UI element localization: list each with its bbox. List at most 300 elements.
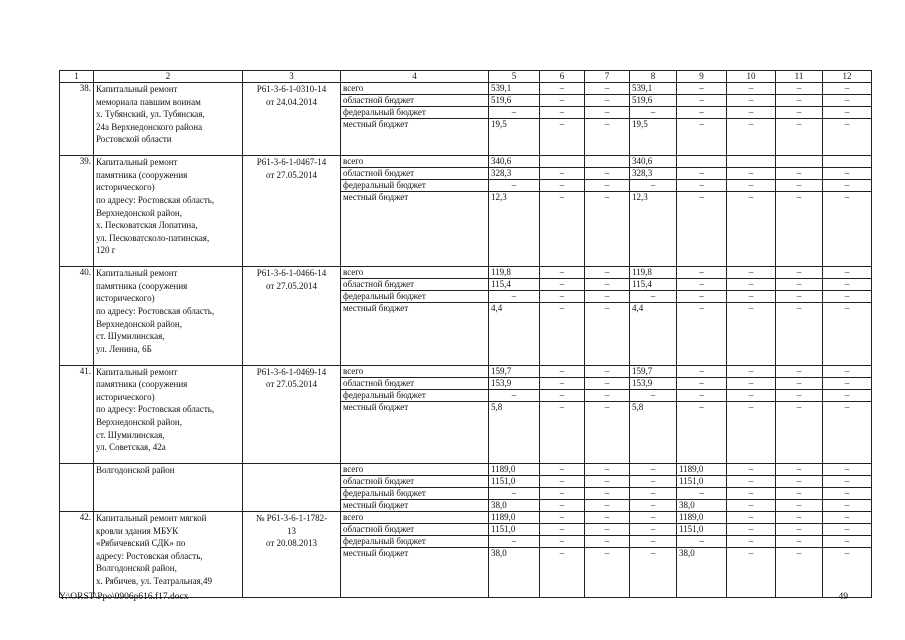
object-name: [94, 511, 243, 597]
value-cell: –: [540, 401, 585, 463]
value-cell: –: [677, 83, 727, 95]
object-name-line: «Рябичевский СДК» по: [96, 538, 186, 549]
value-cell: –: [727, 389, 776, 401]
document-line: от 20.08.2013: [265, 538, 318, 549]
value-cell: –: [540, 535, 585, 547]
budget-source: всего: [341, 463, 489, 475]
value-cell: –: [585, 95, 630, 107]
value-cell: –: [630, 475, 677, 487]
value-cell: 38,0: [677, 499, 727, 511]
value-cell: –: [630, 511, 677, 523]
value-cell: –: [823, 523, 872, 535]
value-cell: –: [677, 279, 727, 291]
budget-source: областной бюджет: [341, 95, 489, 107]
value-cell: –: [823, 547, 872, 597]
value-cell: 12,3: [489, 192, 540, 267]
budget-source: федеральный бюджет: [341, 487, 489, 499]
object-name-line: Верхнедонской район,: [96, 207, 182, 218]
value-cell: 38,0: [489, 547, 540, 597]
value-cell: [823, 156, 872, 168]
value-cell: –: [776, 547, 823, 597]
object-name: [94, 365, 243, 463]
document-line: от 27.05.2014: [265, 169, 318, 180]
value-cell: –: [823, 192, 872, 267]
value-cell: –: [776, 95, 823, 107]
document-line: от 27.05.2014: [265, 280, 318, 291]
object-name-line: ул. Советская, 42а: [96, 442, 166, 453]
value-cell: –: [776, 511, 823, 523]
value-cell: –: [776, 180, 823, 192]
value-cell: 12,3: [630, 192, 677, 267]
value-cell: 539,1: [489, 83, 540, 95]
value-cell: –: [489, 535, 540, 547]
value-cell: [727, 156, 776, 168]
value-cell: –: [727, 303, 776, 365]
object-name-line: Волгодонской район,: [96, 563, 177, 574]
entry-number: [60, 463, 94, 511]
value-cell: [776, 156, 823, 168]
value-cell: –: [540, 291, 585, 303]
value-cell: –: [630, 535, 677, 547]
entry-number: 42.: [60, 511, 94, 597]
value-cell: –: [585, 487, 630, 499]
value-cell: –: [585, 279, 630, 291]
value-cell: 115,4: [489, 279, 540, 291]
value-cell: –: [727, 95, 776, 107]
object-name-line: 120 г: [96, 245, 116, 256]
table-row: [60, 511, 872, 523]
value-cell: –: [776, 377, 823, 389]
object-name: [94, 463, 243, 511]
document-line: № Р61-3-6-1-1782-: [255, 512, 328, 523]
object-name-line: исторического): [96, 391, 155, 402]
value-cell: 119,8: [630, 267, 677, 279]
budget-source: всего: [341, 83, 489, 95]
value-cell: –: [776, 475, 823, 487]
value-cell: –: [727, 107, 776, 119]
budget-source: федеральный бюджет: [341, 535, 489, 547]
header-row: [60, 71, 872, 83]
value-cell: –: [776, 523, 823, 535]
value-cell: –: [823, 180, 872, 192]
document-line: Р61-3-6-1-0310-14: [256, 84, 327, 94]
value-cell: 328,3: [630, 168, 677, 180]
object-name-line: Верхнедонской район,: [96, 416, 182, 427]
value-cell: –: [823, 535, 872, 547]
value-cell: –: [727, 499, 776, 511]
value-cell: 4,4: [489, 303, 540, 365]
value-cell: –: [677, 389, 727, 401]
budget-source: федеральный бюджет: [341, 389, 489, 401]
budget-source: всего: [341, 365, 489, 377]
value-cell: –: [823, 168, 872, 180]
value-cell: –: [540, 547, 585, 597]
value-cell: –: [489, 107, 540, 119]
budget-source: всего: [341, 267, 489, 279]
value-cell: –: [630, 523, 677, 535]
value-cell: –: [823, 377, 872, 389]
value-cell: –: [727, 192, 776, 267]
value-cell: –: [677, 180, 727, 192]
value-cell: –: [823, 365, 872, 377]
table-row: [60, 156, 872, 168]
budget-source: областной бюджет: [341, 523, 489, 535]
value-cell: 1189,0: [677, 463, 727, 475]
value-cell: [585, 156, 630, 168]
value-cell: –: [540, 511, 585, 523]
value-cell: –: [823, 291, 872, 303]
object-name-line: 24а Верхнедонского района: [96, 121, 203, 132]
table-row: [60, 83, 872, 95]
value-cell: –: [677, 401, 727, 463]
value-cell: –: [540, 303, 585, 365]
value-cell: –: [727, 267, 776, 279]
value-cell: –: [585, 267, 630, 279]
value-cell: –: [776, 83, 823, 95]
value-cell: –: [677, 267, 727, 279]
value-cell: 159,7: [630, 365, 677, 377]
value-cell: –: [489, 291, 540, 303]
object-name-line: по адресу: Ростовская область,: [96, 194, 215, 205]
object-name-line: Волгодонской район: [96, 464, 175, 475]
value-cell: –: [630, 180, 677, 192]
value-cell: 5,8: [630, 401, 677, 463]
value-cell: –: [540, 389, 585, 401]
value-cell: 19,5: [489, 119, 540, 156]
object-name-line: адресу: Ростовская область,: [96, 550, 203, 561]
object-name-line: по адресу: Ростовская область,: [96, 305, 215, 316]
document-number: [243, 365, 341, 463]
value-cell: –: [823, 119, 872, 156]
value-cell: 19,5: [630, 119, 677, 156]
value-cell: –: [677, 535, 727, 547]
value-cell: –: [823, 95, 872, 107]
value-cell: –: [489, 389, 540, 401]
value-cell: 1151,0: [489, 475, 540, 487]
value-cell: –: [585, 119, 630, 156]
value-cell: –: [585, 180, 630, 192]
value-cell: –: [585, 83, 630, 95]
header-cell: 2: [94, 71, 243, 83]
value-cell: –: [776, 365, 823, 377]
value-cell: –: [727, 377, 776, 389]
budget-source: местный бюджет: [341, 119, 489, 156]
value-cell: –: [823, 475, 872, 487]
value-cell: –: [823, 303, 872, 365]
value-cell: –: [540, 377, 585, 389]
budget-source: местный бюджет: [341, 499, 489, 511]
object-name-line: ул. Песковатсколо-патинская,: [96, 232, 210, 243]
object-name-line: исторического): [96, 182, 155, 193]
value-cell: –: [585, 389, 630, 401]
header-cell: 9: [677, 71, 727, 83]
value-cell: –: [727, 547, 776, 597]
object-name-line: Капитальный ремонт мягкой: [96, 512, 207, 523]
table-row: [60, 267, 872, 279]
value-cell: 1151,0: [677, 523, 727, 535]
value-cell: –: [823, 107, 872, 119]
budget-source: всего: [341, 156, 489, 168]
value-cell: –: [677, 487, 727, 499]
value-cell: –: [727, 365, 776, 377]
header-cell: 1: [60, 71, 94, 83]
value-cell: –: [585, 107, 630, 119]
value-cell: –: [677, 119, 727, 156]
value-cell: –: [776, 487, 823, 499]
document-line: Р61-3-6-1-0466-14: [256, 268, 327, 279]
value-cell: –: [823, 401, 872, 463]
value-cell: –: [585, 192, 630, 267]
value-cell: –: [585, 499, 630, 511]
header-cell: 7: [585, 71, 630, 83]
value-cell: –: [677, 107, 727, 119]
value-cell: –: [776, 107, 823, 119]
value-cell: –: [677, 291, 727, 303]
value-cell: –: [823, 463, 872, 475]
value-cell: –: [585, 303, 630, 365]
budget-source: всего: [341, 511, 489, 523]
value-cell: –: [823, 83, 872, 95]
page-number: 49: [838, 592, 848, 602]
value-cell: –: [585, 547, 630, 597]
value-cell: 1151,0: [489, 523, 540, 535]
value-cell: 38,0: [677, 547, 727, 597]
value-cell: –: [540, 523, 585, 535]
header-cell: 3: [243, 71, 341, 83]
value-cell: –: [540, 499, 585, 511]
budget-source: местный бюджет: [341, 303, 489, 365]
footer-file-path: Y:\ORST\Ppo\0906p616.f17.docx: [59, 592, 189, 602]
object-name-line: Капитальный ремонт: [96, 157, 178, 168]
value-cell: 519,6: [630, 95, 677, 107]
object-name-line: исторического): [96, 293, 155, 304]
value-cell: –: [776, 463, 823, 475]
value-cell: 328,3: [489, 168, 540, 180]
header-cell: 4: [341, 71, 489, 83]
value-cell: –: [776, 279, 823, 291]
value-cell: 539,1: [630, 83, 677, 95]
document-line: от 24.04.2014: [265, 96, 318, 107]
object-name: [94, 156, 243, 267]
value-cell: –: [677, 377, 727, 389]
object-name-line: памятника (сооружения: [96, 379, 188, 390]
object-name: [94, 267, 243, 365]
value-cell: –: [540, 487, 585, 499]
header-cell: 12: [823, 71, 872, 83]
document-number: [243, 267, 341, 365]
budget-source: федеральный бюджет: [341, 291, 489, 303]
value-cell: –: [776, 401, 823, 463]
value-cell: –: [727, 535, 776, 547]
document-number: [243, 463, 341, 511]
value-cell: –: [630, 389, 677, 401]
value-cell: –: [823, 389, 872, 401]
value-cell: –: [677, 95, 727, 107]
value-cell: 159,7: [489, 365, 540, 377]
value-cell: 38,0: [489, 499, 540, 511]
header-cell: 8: [630, 71, 677, 83]
value-cell: –: [540, 168, 585, 180]
value-cell: –: [585, 523, 630, 535]
value-cell: –: [823, 499, 872, 511]
object-name-line: х. Тубянский, ул. Тубянская,: [96, 109, 205, 120]
value-cell: –: [776, 389, 823, 401]
budget-source: федеральный бюджет: [341, 107, 489, 119]
value-cell: –: [727, 475, 776, 487]
budget-source: областной бюджет: [341, 168, 489, 180]
value-cell: –: [727, 119, 776, 156]
value-cell: 4,4: [630, 303, 677, 365]
document-line: от 27.05.2014: [265, 379, 318, 390]
value-cell: 1189,0: [489, 463, 540, 475]
object-name-line: Капитальный ремонт: [96, 366, 178, 377]
value-cell: –: [630, 107, 677, 119]
value-cell: 1151,0: [677, 475, 727, 487]
value-cell: –: [776, 192, 823, 267]
object-name: [94, 83, 243, 156]
value-cell: –: [540, 463, 585, 475]
value-cell: –: [823, 267, 872, 279]
value-cell: –: [727, 279, 776, 291]
value-cell: –: [776, 119, 823, 156]
value-cell: –: [585, 535, 630, 547]
value-cell: –: [727, 83, 776, 95]
value-cell: –: [585, 463, 630, 475]
entry-number: 41.: [60, 365, 94, 463]
value-cell: –: [585, 168, 630, 180]
value-cell: –: [585, 291, 630, 303]
budget-source: местный бюджет: [341, 401, 489, 463]
value-cell: –: [540, 83, 585, 95]
table-body: [60, 83, 872, 598]
value-cell: 1189,0: [489, 511, 540, 523]
value-cell: –: [540, 192, 585, 267]
value-cell: –: [776, 303, 823, 365]
budget-source: областной бюджет: [341, 377, 489, 389]
value-cell: –: [776, 168, 823, 180]
document-line: Р61-3-6-1-0467-14: [256, 157, 327, 168]
value-cell: –: [630, 547, 677, 597]
value-cell: 340,6: [489, 156, 540, 168]
value-cell: –: [677, 365, 727, 377]
object-name-line: памятника (сооружения: [96, 169, 188, 180]
object-name-line: памятника (сооружения: [96, 280, 188, 291]
document-number: [243, 83, 341, 156]
document-number: [243, 511, 341, 597]
value-cell: –: [585, 365, 630, 377]
value-cell: –: [727, 291, 776, 303]
entry-number: 40.: [60, 267, 94, 365]
entry-number: 39.: [60, 156, 94, 267]
value-cell: 5,8: [489, 401, 540, 463]
value-cell: –: [727, 401, 776, 463]
value-cell: –: [540, 475, 585, 487]
object-name-line: мемориала павшим воинам: [96, 96, 201, 107]
value-cell: 115,4: [630, 279, 677, 291]
value-cell: –: [727, 487, 776, 499]
value-cell: –: [585, 475, 630, 487]
value-cell: –: [776, 499, 823, 511]
value-cell: –: [677, 303, 727, 365]
value-cell: –: [727, 180, 776, 192]
entry-number: 38.: [60, 83, 94, 156]
header-cell: 11: [776, 71, 823, 83]
value-cell: [540, 156, 585, 168]
value-cell: –: [585, 401, 630, 463]
value-cell: –: [489, 487, 540, 499]
value-cell: –: [677, 192, 727, 267]
budget-source: местный бюджет: [341, 192, 489, 267]
value-cell: –: [630, 499, 677, 511]
value-cell: –: [540, 119, 585, 156]
value-cell: –: [540, 279, 585, 291]
value-cell: –: [540, 95, 585, 107]
object-name-line: х. Песковатская Лопатина,: [96, 220, 198, 231]
header-cell: 10: [727, 71, 776, 83]
value-cell: 119,8: [489, 267, 540, 279]
object-name-line: х. Рябичев, ул. Театральная,49: [96, 575, 212, 586]
value-cell: –: [823, 511, 872, 523]
value-cell: 1189,0: [677, 511, 727, 523]
value-cell: –: [823, 487, 872, 499]
value-cell: –: [630, 487, 677, 499]
value-cell: –: [585, 511, 630, 523]
value-cell: –: [727, 511, 776, 523]
value-cell: 153,9: [489, 377, 540, 389]
budget-source: областной бюджет: [341, 279, 489, 291]
object-name-line: Ростовской области: [96, 134, 172, 145]
header-cell: 5: [489, 71, 540, 83]
budget-source: местный бюджет: [341, 547, 489, 597]
value-cell: –: [823, 279, 872, 291]
document-line: Р61-3-6-1-0469-14: [256, 366, 327, 377]
object-name-line: кровли здания МБУК: [96, 525, 179, 536]
value-cell: –: [489, 180, 540, 192]
value-cell: 153,9: [630, 377, 677, 389]
object-name-line: ст. Шумилинская,: [96, 331, 165, 342]
budget-table: [59, 70, 872, 598]
value-cell: –: [540, 267, 585, 279]
object-name-line: ул. Ленина, 6Б: [96, 343, 152, 354]
value-cell: –: [540, 180, 585, 192]
budget-source: областной бюджет: [341, 475, 489, 487]
value-cell: –: [540, 365, 585, 377]
value-cell: –: [727, 463, 776, 475]
value-cell: –: [540, 107, 585, 119]
value-cell: –: [630, 291, 677, 303]
document-line: 13: [287, 525, 296, 536]
value-cell: –: [727, 168, 776, 180]
object-name-line: по адресу: Ростовская область,: [96, 404, 215, 415]
document-number: [243, 156, 341, 267]
value-cell: –: [776, 267, 823, 279]
object-name-line: ст. Шумилинская,: [96, 429, 165, 440]
object-name-line: Верхнедонской район,: [96, 318, 182, 329]
value-cell: –: [677, 168, 727, 180]
object-name-line: Капитальный ремонт: [96, 84, 178, 94]
budget-source: федеральный бюджет: [341, 180, 489, 192]
value-cell: [677, 156, 727, 168]
header-cell: 6: [540, 71, 585, 83]
value-cell: –: [776, 291, 823, 303]
value-cell: –: [630, 463, 677, 475]
table-row: [60, 463, 872, 475]
value-cell: 519,6: [489, 95, 540, 107]
value-cell: –: [776, 535, 823, 547]
table-row: [60, 365, 872, 377]
value-cell: –: [585, 377, 630, 389]
value-cell: 340,6: [630, 156, 677, 168]
